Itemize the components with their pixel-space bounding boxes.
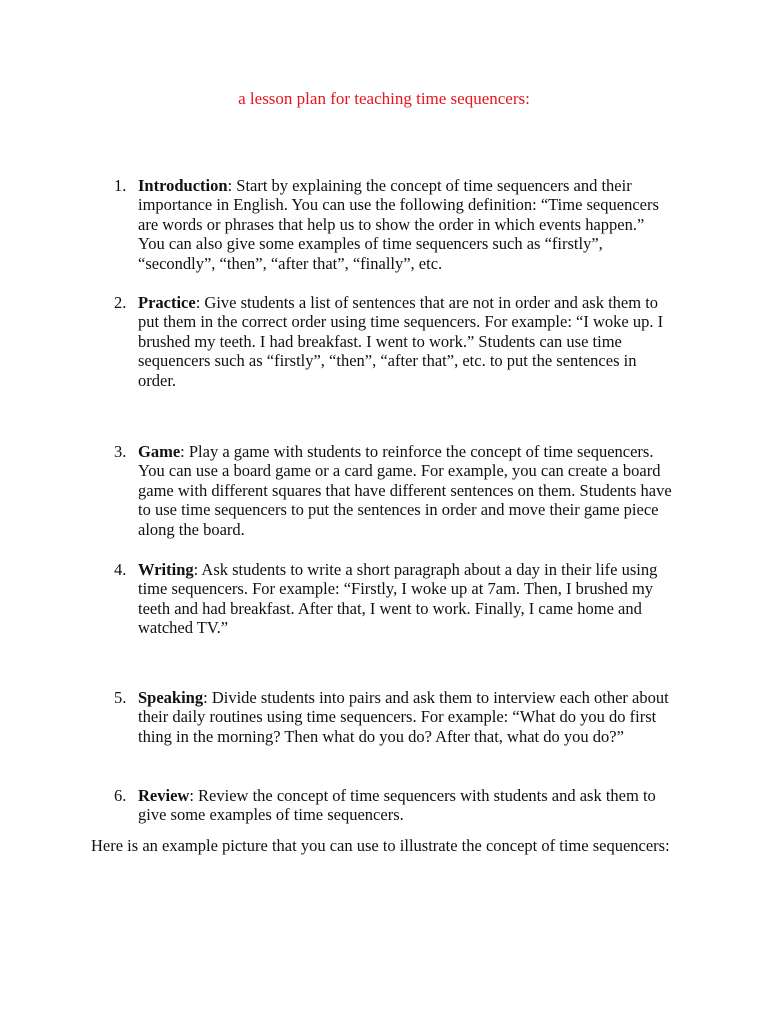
list-item-body bbox=[138, 293, 674, 390]
list-item-text: : Divide students into pairs and ask them to interview each other about their daily routines using time sequencers. For example: “What do you do first thing in the morning? Then what do you do? After that, what do you do?” bbox=[138, 688, 669, 746]
page-title: a lesson plan for teaching time sequencers: bbox=[238, 89, 530, 108]
list-item-review bbox=[114, 786, 674, 825]
list-item-number: 3. bbox=[114, 442, 127, 461]
list-item-text: : Ask students to write a short paragraph about a day in their life using time sequencers. For example: “Firstly, I woke up at 7am. Then, I brushed my teeth and had breakfast. After that, I went to work. Finally, I came home and watched TV.” bbox=[138, 560, 658, 638]
list-item-body bbox=[138, 688, 674, 746]
list-item-text: : Play a game with students to reinforce the concept of time sequencers. You can use a board game or a card game. For example, you can create a board game with different squares that have different sentences on them. Students have to use time sequencers to put the sentences in order and move their game piece along the board. bbox=[138, 442, 672, 539]
list-item-speaking bbox=[114, 688, 674, 746]
list-item-number: 6. bbox=[114, 786, 127, 805]
list-item-number: 2. bbox=[114, 293, 127, 312]
list-item-text: : Review the concept of time sequencers with students and ask them to give some examples of time sequencers. bbox=[138, 786, 656, 825]
list-item-body bbox=[138, 560, 674, 638]
list-item-text: : Give students a list of sentences that are not in order and ask them to put them in the correct order using time sequencers. For example: “I woke up. I brushed my teeth. I had breakfast. I went to work.” Students can use time sequencers such as “firstly”, “then”, “after that”, etc. to put the sentences in order. bbox=[138, 293, 664, 390]
list-item-heading: Game bbox=[138, 442, 181, 461]
list-item-heading: Speaking bbox=[138, 688, 204, 707]
list-item-heading: Introduction bbox=[138, 176, 228, 195]
list-item-writing bbox=[114, 560, 674, 638]
list-item-game bbox=[114, 442, 674, 539]
list-item-body bbox=[138, 442, 674, 539]
list-item-body bbox=[138, 786, 674, 825]
list-item-heading: Writing bbox=[138, 560, 194, 579]
list-item-introduction bbox=[114, 176, 674, 273]
list-item-number: 1. bbox=[114, 176, 127, 195]
list-item-number: 5. bbox=[114, 688, 127, 707]
list-item-body bbox=[138, 176, 674, 273]
closing-paragraph: Here is an example picture that you can use to illustrate the concept of time sequencers: bbox=[91, 836, 670, 855]
list-item-heading: Review bbox=[138, 786, 190, 805]
list-item-practice bbox=[114, 293, 674, 390]
list-item-heading: Practice bbox=[138, 293, 196, 312]
list-item-number: 4. bbox=[114, 560, 127, 579]
list-item-text: : Start by explaining the concept of time sequencers and their importance in English. You can use the following definition: “Time sequencers are words or phrases that help us to show the order in which events happen.” You can also give some examples of time sequencers such as “firstly”, “secondly”, “then”, “after that”, “finally”, etc. bbox=[138, 176, 659, 273]
